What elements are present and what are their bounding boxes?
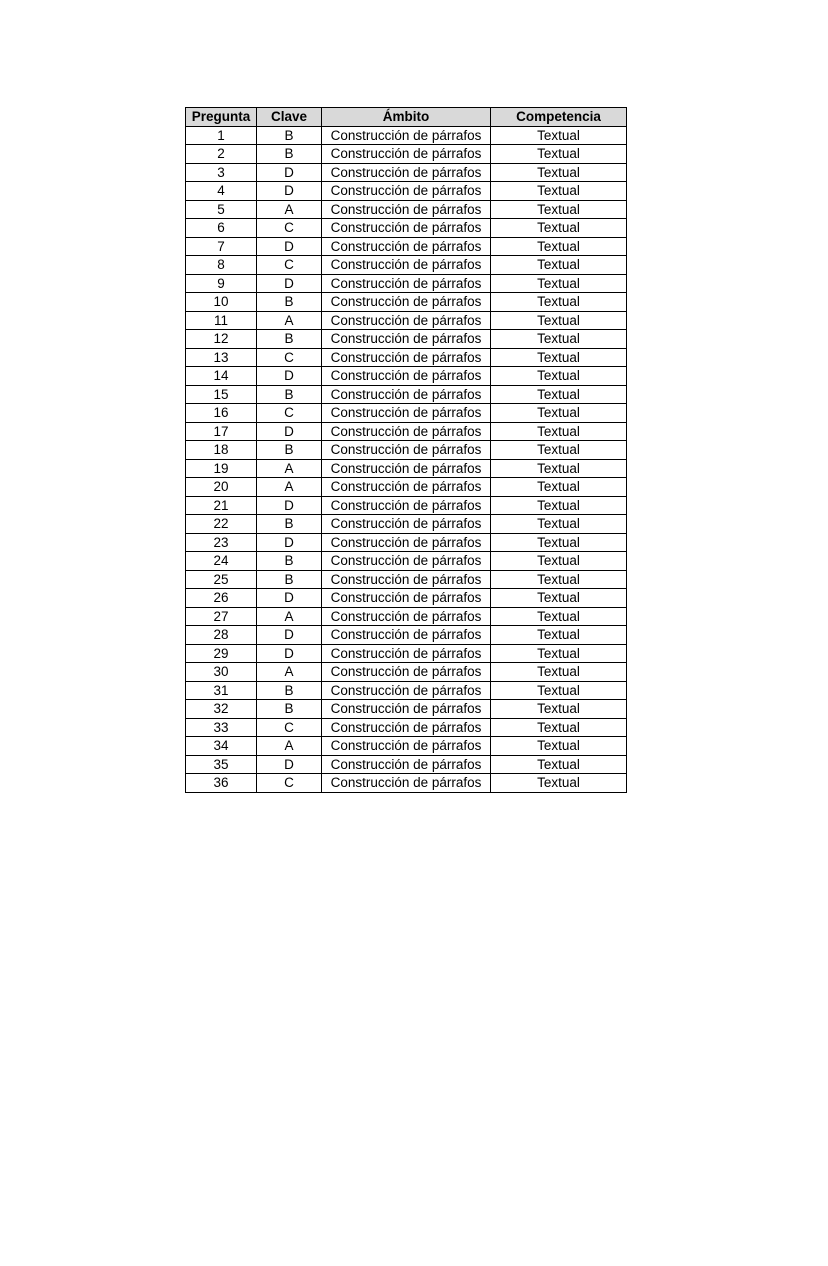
table-row <box>186 182 627 201</box>
table-row <box>186 219 627 238</box>
cell-ambito: Construcción de párrafos <box>322 607 491 626</box>
cell-ambito: Construcción de párrafos <box>322 515 491 534</box>
cell-pregunta: 31 <box>186 681 257 700</box>
cell-competencia: Textual <box>491 367 627 386</box>
cell-pregunta: 2 <box>186 145 257 164</box>
cell-clave: A <box>257 607 322 626</box>
cell-competencia: Textual <box>491 219 627 238</box>
cell-ambito: Construcción de párrafos <box>322 496 491 515</box>
header-pregunta: Pregunta <box>186 108 257 127</box>
cell-ambito: Construcción de párrafos <box>322 385 491 404</box>
cell-pregunta: 11 <box>186 311 257 330</box>
cell-clave: B <box>257 552 322 571</box>
cell-pregunta: 12 <box>186 330 257 349</box>
table-row <box>186 200 627 219</box>
cell-clave: D <box>257 367 322 386</box>
cell-pregunta: 36 <box>186 774 257 793</box>
table-row <box>186 126 627 145</box>
cell-competencia: Textual <box>491 589 627 608</box>
cell-clave: B <box>257 441 322 460</box>
cell-ambito: Construcción de párrafos <box>322 330 491 349</box>
cell-competencia: Textual <box>491 700 627 719</box>
cell-competencia: Textual <box>491 182 627 201</box>
table-row <box>186 515 627 534</box>
cell-clave: D <box>257 237 322 256</box>
cell-competencia: Textual <box>491 774 627 793</box>
answer-key-table <box>185 107 627 793</box>
cell-competencia: Textual <box>491 644 627 663</box>
cell-competencia: Textual <box>491 422 627 441</box>
cell-pregunta: 23 <box>186 533 257 552</box>
cell-ambito: Construcción de párrafos <box>322 422 491 441</box>
cell-pregunta: 1 <box>186 126 257 145</box>
table-row <box>186 478 627 497</box>
table-row <box>186 644 627 663</box>
cell-ambito: Construcción de párrafos <box>322 126 491 145</box>
table-body <box>186 126 627 792</box>
cell-pregunta: 30 <box>186 663 257 682</box>
cell-ambito: Construcción de párrafos <box>322 293 491 312</box>
header-ambito: Ámbito <box>322 108 491 127</box>
cell-clave: A <box>257 478 322 497</box>
cell-pregunta: 35 <box>186 755 257 774</box>
cell-competencia: Textual <box>491 607 627 626</box>
table-row <box>186 274 627 293</box>
cell-competencia: Textual <box>491 552 627 571</box>
cell-ambito: Construcción de párrafos <box>322 200 491 219</box>
cell-pregunta: 34 <box>186 737 257 756</box>
cell-competencia: Textual <box>491 330 627 349</box>
table-row <box>186 570 627 589</box>
table-row <box>186 607 627 626</box>
cell-ambito: Construcción de párrafos <box>322 663 491 682</box>
cell-ambito: Construcción de párrafos <box>322 737 491 756</box>
cell-clave: B <box>257 330 322 349</box>
table-row <box>186 681 627 700</box>
cell-clave: B <box>257 385 322 404</box>
table-row <box>186 145 627 164</box>
cell-ambito: Construcción de párrafos <box>322 441 491 460</box>
cell-pregunta: 3 <box>186 163 257 182</box>
cell-competencia: Textual <box>491 441 627 460</box>
cell-pregunta: 26 <box>186 589 257 608</box>
cell-competencia: Textual <box>491 293 627 312</box>
cell-ambito: Construcción de párrafos <box>322 145 491 164</box>
cell-competencia: Textual <box>491 755 627 774</box>
cell-competencia: Textual <box>491 681 627 700</box>
cell-ambito: Construcción de párrafos <box>322 718 491 737</box>
cell-pregunta: 29 <box>186 644 257 663</box>
cell-pregunta: 21 <box>186 496 257 515</box>
cell-competencia: Textual <box>491 515 627 534</box>
cell-ambito: Construcción de párrafos <box>322 552 491 571</box>
cell-ambito: Construcción de párrafos <box>322 348 491 367</box>
cell-ambito: Construcción de párrafos <box>322 274 491 293</box>
cell-clave: C <box>257 404 322 423</box>
cell-competencia: Textual <box>491 348 627 367</box>
cell-ambito: Construcción de párrafos <box>322 626 491 645</box>
cell-ambito: Construcción de párrafos <box>322 774 491 793</box>
cell-ambito: Construcción de párrafos <box>322 404 491 423</box>
cell-competencia: Textual <box>491 459 627 478</box>
cell-clave: C <box>257 219 322 238</box>
cell-competencia: Textual <box>491 626 627 645</box>
cell-ambito: Construcción de párrafos <box>322 311 491 330</box>
cell-pregunta: 28 <box>186 626 257 645</box>
table-row <box>186 663 627 682</box>
cell-clave: C <box>257 774 322 793</box>
cell-clave: D <box>257 644 322 663</box>
cell-ambito: Construcción de párrafos <box>322 533 491 552</box>
cell-competencia: Textual <box>491 718 627 737</box>
cell-clave: D <box>257 755 322 774</box>
header-competencia: Competencia <box>491 108 627 127</box>
cell-clave: B <box>257 700 322 719</box>
cell-clave: B <box>257 145 322 164</box>
cell-ambito: Construcción de párrafos <box>322 478 491 497</box>
cell-clave: B <box>257 293 322 312</box>
cell-clave: B <box>257 126 322 145</box>
cell-ambito: Construcción de párrafos <box>322 589 491 608</box>
cell-competencia: Textual <box>491 274 627 293</box>
table-row <box>186 256 627 275</box>
cell-pregunta: 7 <box>186 237 257 256</box>
table-row <box>186 718 627 737</box>
cell-competencia: Textual <box>491 737 627 756</box>
cell-competencia: Textual <box>491 385 627 404</box>
table-row <box>186 774 627 793</box>
cell-pregunta: 10 <box>186 293 257 312</box>
cell-clave: B <box>257 515 322 534</box>
table-row <box>186 496 627 515</box>
cell-pregunta: 4 <box>186 182 257 201</box>
cell-pregunta: 22 <box>186 515 257 534</box>
table-row <box>186 163 627 182</box>
cell-clave: A <box>257 459 322 478</box>
cell-ambito: Construcción de párrafos <box>322 182 491 201</box>
cell-competencia: Textual <box>491 311 627 330</box>
cell-pregunta: 8 <box>186 256 257 275</box>
cell-pregunta: 5 <box>186 200 257 219</box>
cell-ambito: Construcción de párrafos <box>322 237 491 256</box>
cell-clave: C <box>257 718 322 737</box>
table-row <box>186 626 627 645</box>
cell-ambito: Construcción de párrafos <box>322 219 491 238</box>
cell-clave: A <box>257 200 322 219</box>
cell-ambito: Construcción de párrafos <box>322 163 491 182</box>
cell-competencia: Textual <box>491 126 627 145</box>
cell-clave: A <box>257 311 322 330</box>
cell-competencia: Textual <box>491 570 627 589</box>
table-row <box>186 422 627 441</box>
table-row <box>186 385 627 404</box>
cell-clave: D <box>257 589 322 608</box>
cell-clave: D <box>257 182 322 201</box>
table-row <box>186 237 627 256</box>
cell-pregunta: 15 <box>186 385 257 404</box>
cell-ambito: Construcción de párrafos <box>322 681 491 700</box>
table-row <box>186 293 627 312</box>
cell-competencia: Textual <box>491 478 627 497</box>
cell-clave: B <box>257 681 322 700</box>
cell-pregunta: 13 <box>186 348 257 367</box>
cell-clave: D <box>257 274 322 293</box>
cell-pregunta: 18 <box>186 441 257 460</box>
cell-pregunta: 20 <box>186 478 257 497</box>
cell-clave: D <box>257 533 322 552</box>
cell-pregunta: 17 <box>186 422 257 441</box>
cell-clave: D <box>257 496 322 515</box>
cell-ambito: Construcción de párrafos <box>322 459 491 478</box>
table-row <box>186 441 627 460</box>
cell-pregunta: 32 <box>186 700 257 719</box>
table-row <box>186 589 627 608</box>
header-clave: Clave <box>257 108 322 127</box>
cell-competencia: Textual <box>491 256 627 275</box>
cell-clave: D <box>257 626 322 645</box>
cell-pregunta: 24 <box>186 552 257 571</box>
cell-competencia: Textual <box>491 404 627 423</box>
cell-pregunta: 16 <box>186 404 257 423</box>
table-row <box>186 311 627 330</box>
cell-clave: D <box>257 422 322 441</box>
table-row <box>186 533 627 552</box>
cell-competencia: Textual <box>491 145 627 164</box>
table-row <box>186 737 627 756</box>
cell-clave: A <box>257 737 322 756</box>
cell-ambito: Construcción de párrafos <box>322 367 491 386</box>
cell-pregunta: 27 <box>186 607 257 626</box>
table-row <box>186 700 627 719</box>
cell-clave: C <box>257 256 322 275</box>
cell-clave: C <box>257 348 322 367</box>
table-row <box>186 552 627 571</box>
table-row <box>186 348 627 367</box>
table-header-row <box>186 108 627 127</box>
cell-competencia: Textual <box>491 663 627 682</box>
table-row <box>186 755 627 774</box>
table-row <box>186 330 627 349</box>
cell-competencia: Textual <box>491 237 627 256</box>
cell-pregunta: 25 <box>186 570 257 589</box>
cell-ambito: Construcción de párrafos <box>322 755 491 774</box>
cell-pregunta: 14 <box>186 367 257 386</box>
cell-competencia: Textual <box>491 163 627 182</box>
cell-ambito: Construcción de párrafos <box>322 644 491 663</box>
cell-clave: A <box>257 663 322 682</box>
cell-pregunta: 9 <box>186 274 257 293</box>
cell-clave: B <box>257 570 322 589</box>
table-row <box>186 404 627 423</box>
cell-competencia: Textual <box>491 200 627 219</box>
cell-pregunta: 6 <box>186 219 257 238</box>
cell-ambito: Construcción de párrafos <box>322 256 491 275</box>
cell-competencia: Textual <box>491 533 627 552</box>
table-row <box>186 367 627 386</box>
cell-clave: D <box>257 163 322 182</box>
cell-ambito: Construcción de párrafos <box>322 700 491 719</box>
cell-ambito: Construcción de párrafos <box>322 570 491 589</box>
cell-competencia: Textual <box>491 496 627 515</box>
cell-pregunta: 33 <box>186 718 257 737</box>
table-row <box>186 459 627 478</box>
cell-pregunta: 19 <box>186 459 257 478</box>
